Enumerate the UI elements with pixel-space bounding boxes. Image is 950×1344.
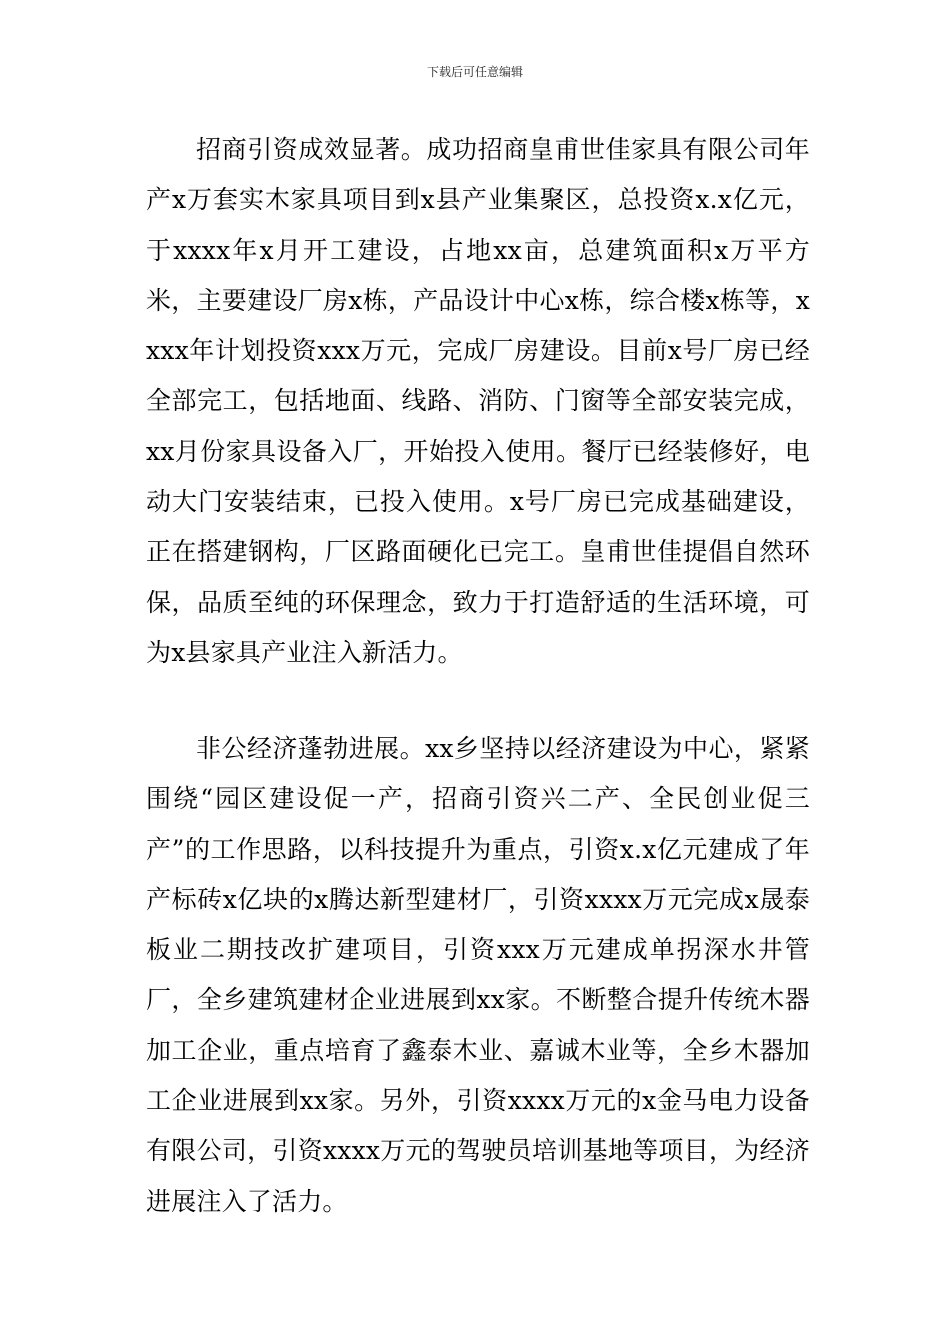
paragraph-investment-attraction: 招商引资成效显著。成功招商皇甫世佳家具有限公司年产x万套实木家具项目到x县产业集聚区，总投资x.x亿元，于xxxx年x月开工建设，占地xx亩，总建筑面积x万平方米，主要建设厂房x栋，产品设计中心x栋，综合楼x栋等，xxxx年计划投资xxx万元，完成厂房建设。目前x号厂房已经全部完工，包括地面、线路、消防、门窗等全部安装完成，xx月份家具设备入厂，开始投入使用。餐厅已经装修好，电动大门安装结束，已投入使用。x号厂房已完成基础建设，正在搭建钢构，厂区路面硬化已完工。皇甫世佳提倡自然环保，品质至纯的环保理念，致力于打造舒适的生活环境，可为x县家具产业注入新活力。	[146, 135, 810, 667]
paragraph-private-economy: 非公经济蓬勃进展。xx乡坚持以经济建设为中心，紧紧围绕“园区建设促一产，招商引资兴二产、全民创业促三产”的工作思路，以科技提升为重点，引资x.x亿元建成了年产标砖x亿块的x腾达新型建材厂，引资xxxx万元完成x晟泰板业二期技改扩建项目，引资xxx万元建成单拐深水井管厂，全乡建筑建材企业进展到xx家。不断整合提升传统木器加工企业，重点培育了鑫泰木业、嘉诚木业等，全乡木器加工企业进展到xx家。另外，引资xxxx万元的x金马电力设备有限公司，引资xxxx万元的驾驶员培训基地等项目，为经济进展注入了活力。	[146, 734, 810, 1216]
page-header-note: 下载后可任意编辑	[426, 65, 523, 79]
